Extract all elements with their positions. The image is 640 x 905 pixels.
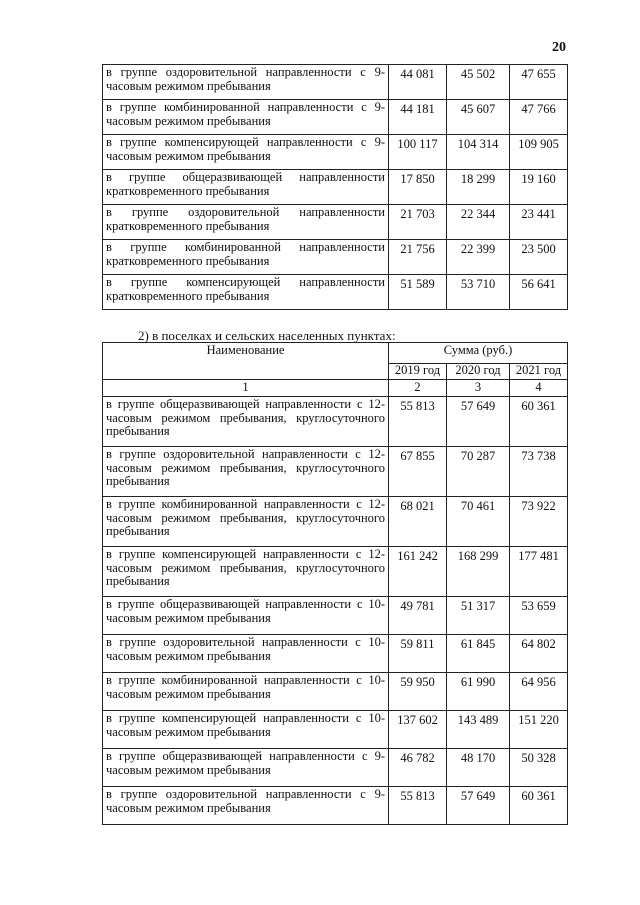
- value-2019: 44 181: [389, 100, 447, 135]
- value-2019: 51 589: [389, 275, 447, 310]
- value-2019: 59 950: [389, 672, 447, 710]
- value-2019: 46 782: [389, 748, 447, 786]
- value-2020: 61 845: [447, 634, 510, 672]
- value-2020: 22 344: [447, 205, 510, 240]
- value-2021: 109 905: [510, 135, 568, 170]
- value-2020: 57 649: [447, 786, 510, 824]
- page-number: 20: [552, 40, 566, 55]
- table-row: [103, 135, 568, 170]
- table-row: [103, 275, 568, 310]
- column-number-4: 4: [510, 380, 568, 397]
- header-year-2020: 2020 год: [447, 364, 510, 380]
- value-2019: 49 781: [389, 596, 447, 634]
- row-name: в группе компенсирующей направленности с 10-часовым режимом пребывания: [103, 710, 389, 748]
- value-2021: 64 956: [510, 672, 568, 710]
- value-2019: 100 117: [389, 135, 447, 170]
- row-name: в группе оздоровительной направленности кратковременного пребывания: [103, 205, 389, 240]
- table-row: [103, 396, 568, 446]
- section-subheading: 2) в поселках и сельских населенных пунктах:: [138, 328, 396, 343]
- row-name: в группе комбинированной направленности кратковременного пребывания: [103, 240, 389, 275]
- table-row: [103, 672, 568, 710]
- value-2019: 68 021: [389, 496, 447, 546]
- value-2019: 44 081: [389, 65, 447, 100]
- row-name: в группе общеразвивающей направленности с 10-часовым режимом пребывания: [103, 596, 389, 634]
- value-2021: 177 481: [510, 546, 568, 596]
- table-row: [103, 786, 568, 824]
- value-2019: 59 811: [389, 634, 447, 672]
- value-2020: 168 299: [447, 546, 510, 596]
- value-2021: 64 802: [510, 634, 568, 672]
- table-row: [103, 710, 568, 748]
- value-2020: 61 990: [447, 672, 510, 710]
- table-row: [103, 65, 568, 100]
- header-year-2019: 2019 год: [389, 364, 447, 380]
- tariff-table-rural: [102, 342, 568, 825]
- column-number-2: 2: [389, 380, 447, 397]
- row-name: в группе общеразвивающей направленности с 12-часовым режимом пребывания, круглосуточного пребывания: [103, 396, 389, 446]
- table-row: [103, 170, 568, 205]
- value-2020: 48 170: [447, 748, 510, 786]
- value-2021: 73 738: [510, 446, 568, 496]
- value-2020: 51 317: [447, 596, 510, 634]
- table-row: [103, 596, 568, 634]
- value-2020: 18 299: [447, 170, 510, 205]
- table-row: [103, 546, 568, 596]
- value-2021: 23 441: [510, 205, 568, 240]
- value-2021: 53 659: [510, 596, 568, 634]
- row-name: в группе общеразвивающей направленности с 9-часовым режимом пребывания: [103, 748, 389, 786]
- table-row: [103, 240, 568, 275]
- value-2021: 47 655: [510, 65, 568, 100]
- table-column-numbers: [103, 380, 568, 397]
- row-name: в группе компенсирующей направленности с 12-часовым режимом пребывания, круглосуточного пребывания: [103, 546, 389, 596]
- row-name: в группе комбинированной направленности с 9-часовым режимом пребывания: [103, 100, 389, 135]
- value-2021: 60 361: [510, 396, 568, 446]
- value-2020: 57 649: [447, 396, 510, 446]
- value-2021: 19 160: [510, 170, 568, 205]
- value-2021: 47 766: [510, 100, 568, 135]
- table-row: [103, 748, 568, 786]
- row-name: в группе оздоровительной направленности с 12-часовым режимом пребывания, круглосуточного пребывания: [103, 446, 389, 496]
- value-2021: 60 361: [510, 786, 568, 824]
- table-row: [103, 496, 568, 546]
- value-2020: 45 502: [447, 65, 510, 100]
- row-name: в группе компенсирующей направленности с 9-часовым режимом пребывания: [103, 135, 389, 170]
- table-row: [103, 446, 568, 496]
- value-2019: 55 813: [389, 396, 447, 446]
- row-name: в группе оздоровительной направленности с 9-часовым режимом пребывания: [103, 65, 389, 100]
- value-2020: 143 489: [447, 710, 510, 748]
- table-header-row: [103, 343, 568, 364]
- row-name: в группе оздоровительной направленности с 9-часовым режимом пребывания: [103, 786, 389, 824]
- value-2021: 151 220: [510, 710, 568, 748]
- value-2019: 137 602: [389, 710, 447, 748]
- value-2019: 67 855: [389, 446, 447, 496]
- column-number-1: 1: [103, 380, 389, 397]
- value-2021: 73 922: [510, 496, 568, 546]
- value-2021: 56 641: [510, 275, 568, 310]
- value-2019: 21 703: [389, 205, 447, 240]
- table-row: [103, 205, 568, 240]
- header-name: Наименование: [103, 343, 389, 380]
- value-2019: 17 850: [389, 170, 447, 205]
- value-2020: 45 607: [447, 100, 510, 135]
- header-year-2021: 2021 год: [510, 364, 568, 380]
- value-2019: 161 242: [389, 546, 447, 596]
- table-row: [103, 100, 568, 135]
- row-name: в группе компенсирующей направленности кратковременного пребывания: [103, 275, 389, 310]
- value-2020: 104 314: [447, 135, 510, 170]
- value-2020: 22 399: [447, 240, 510, 275]
- row-name: в группе комбинированной направленности с 10-часовым режимом пребывания: [103, 672, 389, 710]
- value-2021: 50 328: [510, 748, 568, 786]
- value-2020: 70 461: [447, 496, 510, 546]
- value-2021: 23 500: [510, 240, 568, 275]
- row-name: в группе комбинированной направленности с 12-часовым режимом пребывания, круглосуточного пребывания: [103, 496, 389, 546]
- row-name: в группе оздоровительной направленности с 10-часовым режимом пребывания: [103, 634, 389, 672]
- tariff-table-urban-continued: [102, 64, 568, 310]
- header-sum: Сумма (руб.): [389, 343, 568, 364]
- column-number-3: 3: [447, 380, 510, 397]
- value-2019: 21 756: [389, 240, 447, 275]
- value-2020: 53 710: [447, 275, 510, 310]
- value-2019: 55 813: [389, 786, 447, 824]
- row-name: в группе общеразвивающей направленности кратковременного пребывания: [103, 170, 389, 205]
- value-2020: 70 287: [447, 446, 510, 496]
- table-row: [103, 634, 568, 672]
